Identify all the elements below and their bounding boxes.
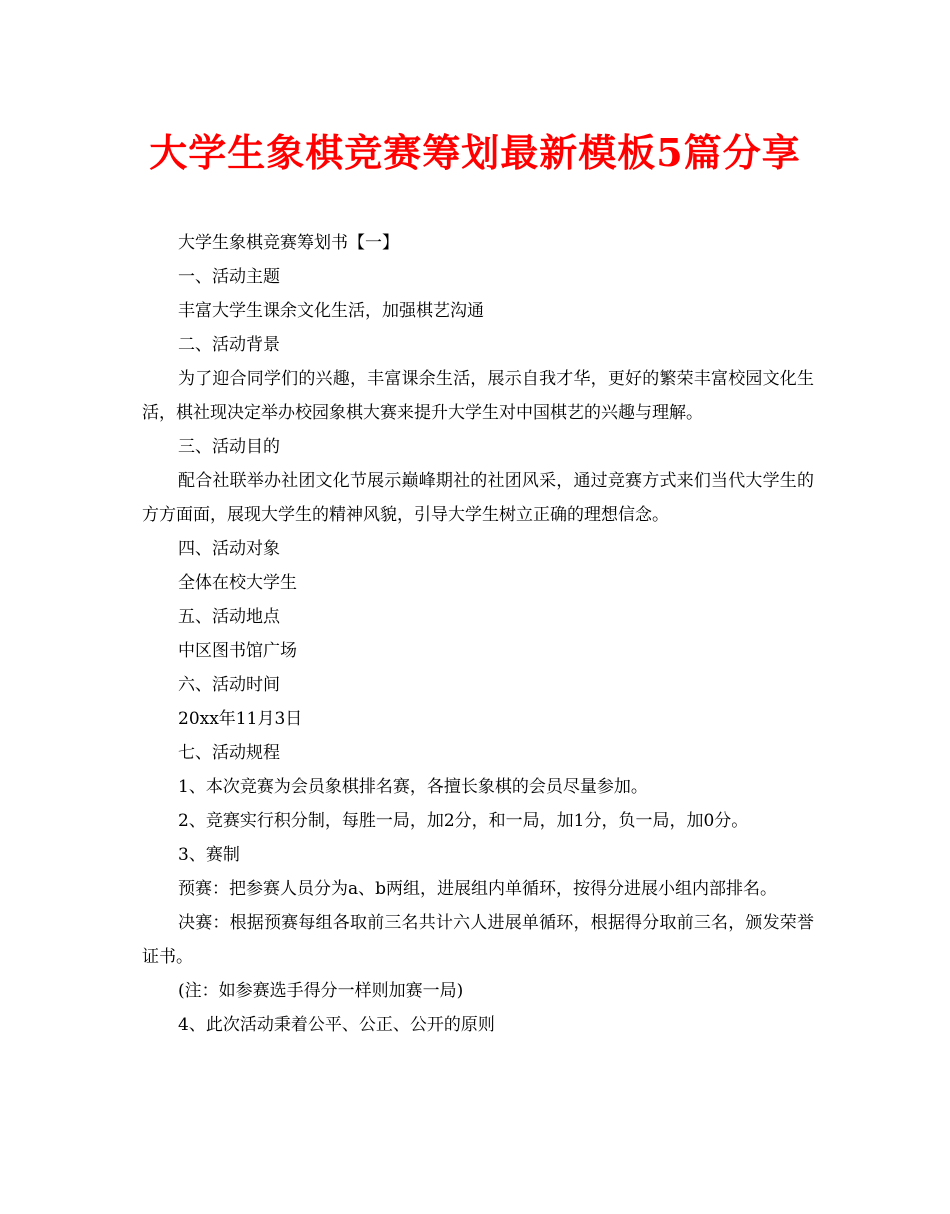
section-heading: 六、活动时间: [178, 675, 280, 695]
document-title: 大学生象棋竞赛筹划最新模板5篇分享: [149, 130, 801, 175]
document-body: [142, 226, 814, 1042]
note: (注：如参赛选手得分一样则加赛一局): [178, 981, 464, 1001]
list-item: 3、赛制: [178, 845, 240, 865]
paragraph: 决赛：根据预赛每组各取前三名共计六人进展单循环，根据得分取前三名，颁发荣誉证书。: [142, 913, 814, 967]
section-heading: 二、活动背景: [178, 335, 280, 355]
paragraph: 全体在校大学生: [178, 573, 297, 593]
paragraph: 配合社联举办社团文化节展示巅峰期社的社团风采，通过竞赛方式来们当代大学生的方方面面，展现大学生的精神风貌，引导大学生树立正确的理想信念。: [142, 471, 814, 525]
section-heading: 七、活动规程: [178, 743, 280, 763]
section-heading: 五、活动地点: [178, 607, 280, 627]
paragraph: 20xx年11月3日: [178, 709, 303, 729]
list-item: 2、竞赛实行积分制，每胜一局，加2分，和一局，加1分，负一局，加0分。: [178, 811, 749, 831]
section-heading: 四、活动对象: [178, 539, 280, 559]
paragraph: 大学生象棋竞赛筹划书【一】: [178, 233, 399, 253]
section-heading: 三、活动目的: [178, 437, 280, 457]
list-item: 4、此次活动秉着公平、公正、公开的原则: [178, 1015, 495, 1035]
paragraph: 预赛：把参赛人员分为a、b两组，进展组内单循环，按得分进展小组内部排名。: [178, 879, 778, 899]
paragraph: 丰富大学生课余文化生活，加强棋艺沟通: [178, 301, 484, 321]
paragraph: 中区图书馆广场: [178, 641, 297, 661]
paragraph: 为了迎合同学们的兴趣，丰富课余生活，展示自我才华，更好的繁荣丰富校园文化生活，棋社现决定举办校园象棋大赛来提升大学生对中国棋艺的兴趣与理解。: [142, 369, 814, 423]
list-item: 1、本次竞赛为会员象棋排名赛，各擅长象棋的会员尽量参加。: [178, 777, 648, 797]
section-heading: 一、活动主题: [178, 267, 280, 287]
